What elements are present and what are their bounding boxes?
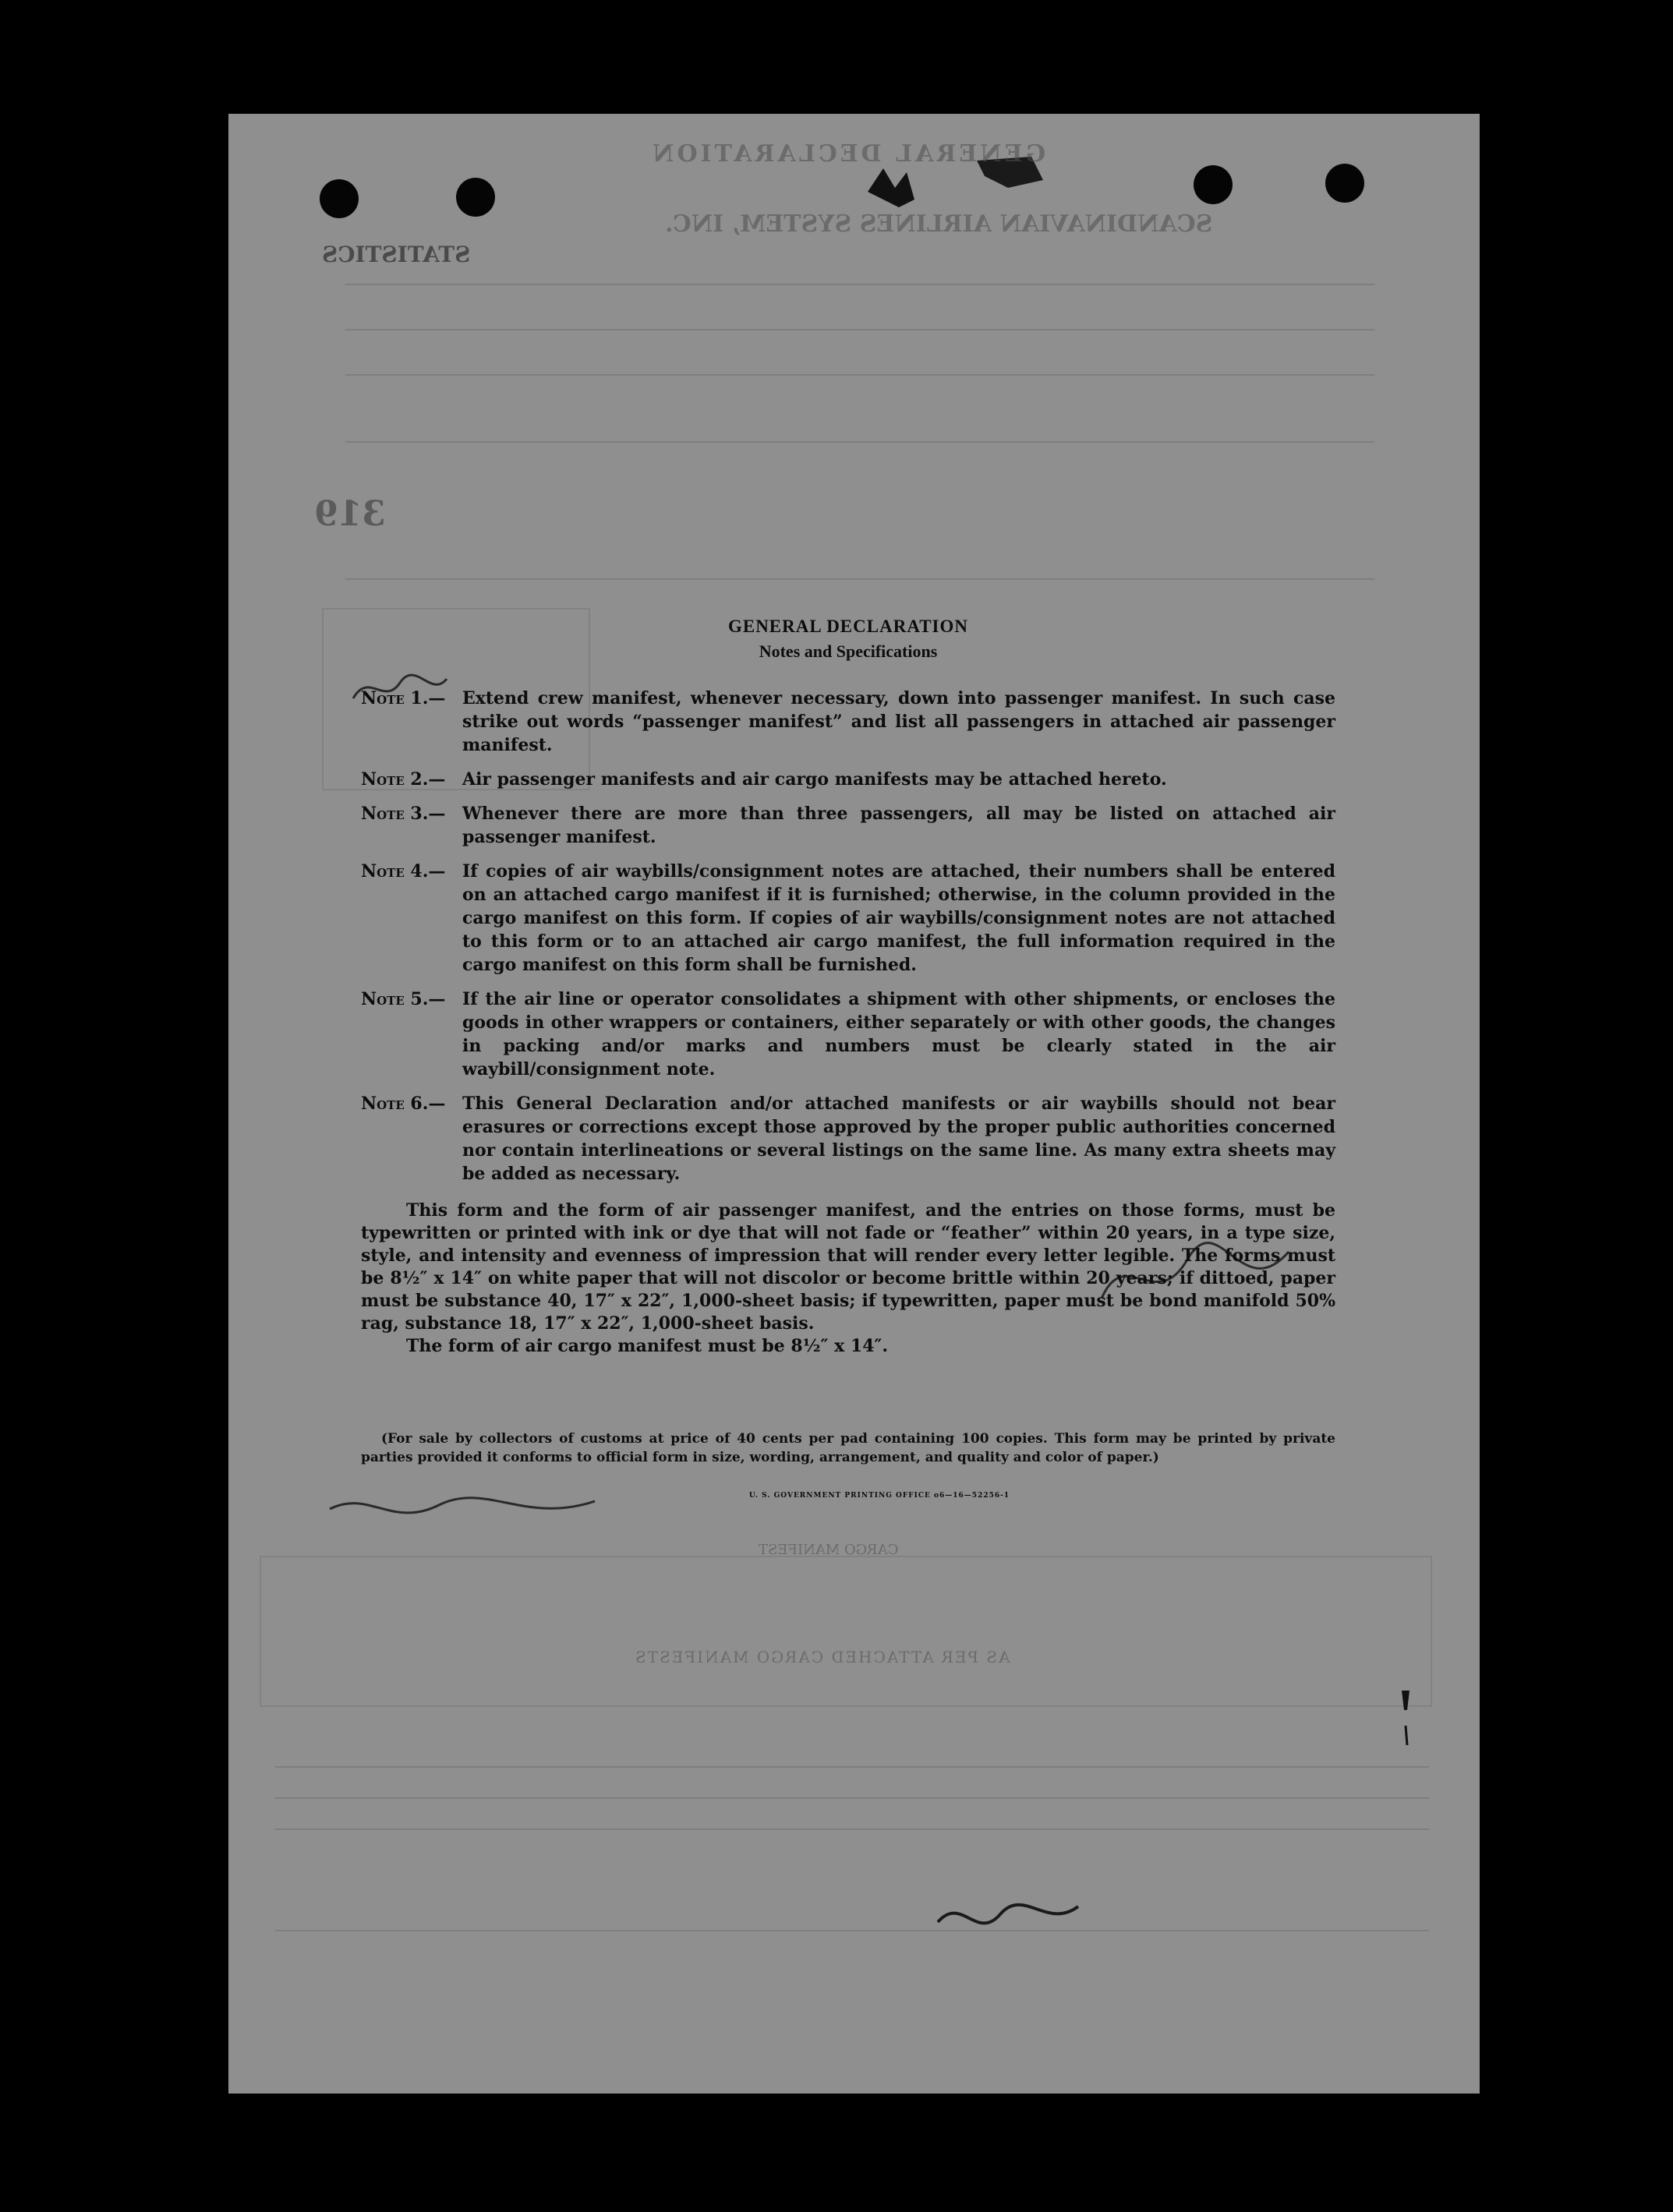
punch-hole [1325,164,1364,203]
bleed-line [275,1766,1429,1768]
bleed-line [345,441,1374,443]
punch-hole [320,179,359,218]
bleed-attached: AS PER ATTACHED CARGO MANIFESTS [634,1648,1010,1666]
note-2 [361,768,1335,791]
cargo-manifest-size: The form of air cargo manifest must be 8½″ x 14″. [406,1336,888,1356]
note-label: Note 5.— [361,989,446,1009]
bleed-line [345,329,1374,330]
note-text: If the air line or operator consolidates a shipment with other shipments, or encloses the goods in other wrappers or containers, either separately or with other goods, the changes in packing and/or marks and numbers must be clearly stated in the air waybill/consignment note. [462,989,1335,1079]
bleed-cargo-table [260,1556,1432,1707]
punch-hole [1194,165,1233,204]
note-1 [361,687,1335,757]
note-text: If copies of air waybills/consignment notes are attached, their numbers shall be entered on an attached cargo manifest if it is furnished; otherwise, in the column provided in the cargo manifest on this form. If copies of air waybills/consignment notes are not attached to this form or to an attached air cargo manifest, the full information required in the cargo manifest on this form shall be furnished. [462,861,1335,975]
note-6 [361,1092,1335,1186]
bleed-number: 319 [314,494,386,534]
note-label: Note 4.— [361,861,446,882]
note-label: Note 3.— [361,804,446,824]
note-3 [361,802,1335,849]
bleed-line [275,1930,1429,1931]
note-5 [361,988,1335,1081]
document-page [228,114,1480,2094]
document-title: GENERAL DECLARATION [727,617,969,636]
signature-mark [930,1891,1086,1945]
bleed-header: GENERAL DECLARATION [649,140,1046,168]
note-text: Extend crew manifest, whenever necessary, down into passenger manifest. In such case strike out words “passenger manifest” and list all passengers in attached air passenger manifest. [462,688,1335,755]
note-text: This General Declaration and/or attached manifests or air waybills should not bear erasures or corrections except those approved by the proper public authorities concerned nor contain interlineations or several listings on the same line. As many extra sheets may be added as necessary. [462,1094,1335,1184]
bleed-line [345,284,1374,285]
note-text: Air passenger manifests and air cargo manifests may be attached hereto. [462,769,1167,790]
printing-office-line: U. S. GOVERNMENT PRINTING OFFICE o6—16—52256-1 [748,1492,1010,1500]
note-label: Note 6.— [361,1094,446,1114]
bleed-line [275,1797,1429,1799]
bleed-line [275,1829,1429,1830]
note-label: Note 2.— [361,769,446,790]
bleed-cargo-heading: CARGO MANIFEST [759,1542,899,1558]
note-text: Whenever there are more than three passengers, all may be listed on attached air passenger manifest. [462,804,1335,847]
bleed-stamp: STATISTICS [322,242,471,267]
punch-hole [456,178,495,217]
bleed-line [345,374,1374,376]
note-label: Note 1.— [361,688,446,708]
bleed-line [345,578,1374,580]
note-4 [361,860,1335,977]
notes-section [361,617,1335,1500]
ink-mark [1390,1687,1421,1749]
specifications-paragraph: This form and the form of air passenger manifest, and the entries on those forms, must be typewritten or printed with ink or dye that will not fade or “feather” within 20 years, in a type size, style, and intensity and evenness of impression that will render every letter legible. The forms must be 8½″ x 14″ on white paper that will not discolor or become brittle within 20 years; if dittoed, paper must be substance 40, 17″ x 22″, 1,000-sheet basis; if typewritten, paper must be bond manifold 50% rag, substance 18, 17″ x 22″, 1,000-sheet basis. [361,1200,1335,1334]
sale-notice: (For sale by collectors of customs at price of 40 cents per pad containing 100 copies. This form may be printed by private parties provided it conforms to official form in size, wording, arrangement, and quality and color of paper.) [361,1431,1335,1465]
bleed-operator: SCANDINAVIAN AIRLINES SYSTEM, INC. [665,210,1213,238]
document-subtitle: Notes and Specifications [759,641,938,661]
